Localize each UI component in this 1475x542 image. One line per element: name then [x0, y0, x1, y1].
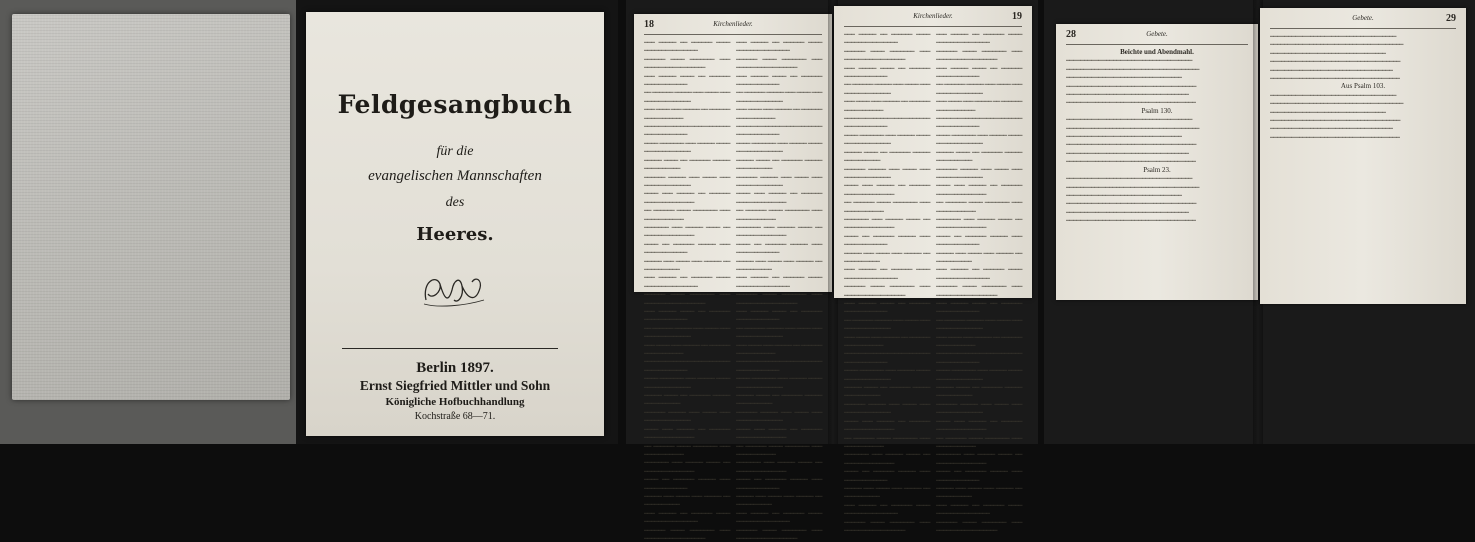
prayer-text: [1270, 32, 1456, 296]
body-text-c: ▬▬▬ ▬▬▬▬▬ ▬▬ ▬▬▬▬▬▬ ▬▬▬▬ ▬▬▬▬▬▬▬ ▬▬▬ ▬▬▬▬▬ ▬▬▬▬▬▬ ▬▬▬▬ ▬▬▬▬▬▬▬ ▬▬▬ ▬▬▬▬▬ ▬▬▬▬ ▬▬ ▬▬▬▬▬▬ ▬▬▬ ▬▬▬▬▬ ▬▬▬▬ ▬▬ ▬▬▬▬▬▬ ▬▬▬▬▬ ▬▬▬ ▬▬▬▬ ▬▬ ▬▬▬▬▬▬ ▬▬▬▬▬ ▬▬▬ ▬▬▬▬ ▬▬▬ ▬▬▬▬▬ ▬▬ ▬▬▬▬▬▬ ▬▬▬ ▬▬▬▬ ▬▬▬ ▬▬▬▬▬ ▬▬ ▬▬▬▬▬▬ ▬▬▬▬ ▬▬▬▬▬▬▬ ▬▬▬▬▬ ▬▬ ▬▬▬▬▬▬ ▬▬▬▬ ▬▬▬▬▬▬▬ ▬▬▬ ▬▬▬▬▬ ▬▬▬▬: [1066, 175, 1199, 223]
body-text-d: ▬▬▬ ▬▬▬▬▬ ▬▬ ▬▬▬▬▬▬ ▬▬▬▬ ▬▬▬▬▬▬▬ ▬▬▬ ▬▬▬▬▬ ▬▬▬▬▬▬ ▬▬▬▬ ▬▬▬▬▬▬▬ ▬▬▬ ▬▬▬▬▬ ▬▬▬▬ ▬▬ ▬▬▬▬▬▬ ▬▬▬ ▬▬▬▬▬ ▬▬▬▬ ▬▬ ▬▬▬▬▬▬ ▬▬▬▬▬ ▬▬▬ ▬▬▬▬ ▬▬ ▬▬▬▬▬▬ ▬▬▬▬▬ ▬▬▬ ▬▬▬▬ ▬▬▬ ▬▬▬▬▬ ▬▬ ▬▬▬▬▬▬ ▬▬▬ ▬▬▬▬ ▬▬▬ ▬▬▬▬▬ ▬▬ ▬▬▬▬▬▬ ▬▬▬▬ ▬▬▬▬▬▬▬ ▬▬▬▬▬ ▬▬ ▬▬▬▬▬▬ ▬▬▬▬ ▬▬▬▬▬▬▬ ▬▬▬ ▬▬▬▬▬ ▬▬▬▬: [1270, 33, 1403, 81]
running-head: Gebete.: [1146, 30, 1168, 38]
page-header: [844, 10, 1022, 27]
book-title: Feldgesangbuch: [337, 90, 573, 119]
page-number: 28: [1066, 29, 1076, 40]
cover-photo: [0, 0, 296, 444]
text-column-left: ▬▬▬ ▬▬▬▬▬ ▬▬ ▬▬▬▬▬▬ ▬▬▬▬ ▬▬▬▬▬▬▬ ▬▬▬ ▬▬▬▬▬ ▬▬▬▬▬▬ ▬▬▬▬ ▬▬▬▬▬▬▬ ▬▬▬ ▬▬▬▬▬ ▬▬▬▬ ▬▬ ▬▬▬▬▬▬ ▬▬▬ ▬▬▬▬▬ ▬▬▬▬ ▬▬ ▬▬▬▬▬▬ ▬▬▬▬▬ ▬▬▬ ▬▬▬▬ ▬▬ ▬▬▬▬▬▬ ▬▬▬▬▬ ▬▬▬ ▬▬▬▬ ▬▬▬ ▬▬▬▬▬ ▬▬ ▬▬▬▬▬▬ ▬▬▬ ▬▬▬▬ ▬▬▬ ▬▬▬▬▬ ▬▬ ▬▬▬▬▬▬ ▬▬▬▬ ▬▬▬▬▬▬▬ ▬▬▬▬▬ ▬▬ ▬▬▬▬▬▬ ▬▬▬▬ ▬▬▬▬▬▬▬ ▬▬▬ ▬▬▬▬▬ ▬▬▬▬ ▬▬▬▬ ▬▬▬▬▬▬▬ ▬▬▬ ▬▬▬▬▬ ▬▬▬▬ ▬▬ ▬▬▬▬▬▬ ▬▬▬▬▬ ▬▬▬▬▬ ▬▬▬▬ ▬▬ ▬▬▬▬▬▬ ▬▬▬▬▬ ▬▬▬ ▬▬▬▬ ▬▬▬ ▬▬▬▬▬▬ ▬▬▬▬▬ ▬▬▬ ▬▬▬▬ ▬▬▬ ▬▬▬▬▬ ▬▬ ▬▬▬▬▬▬ ▬▬▬▬ ▬▬▬ ▬▬▬▬▬ ▬▬ ▬▬▬▬▬▬ ▬▬▬▬ ▬▬▬▬▬▬▬ ▬▬▬ ▬▬ ▬▬▬▬▬▬ ▬▬▬▬ ▬▬▬▬▬▬▬ ▬▬▬ ▬▬▬▬▬ ▬▬▬▬ ▬▬ ▬▬▬▬▬▬▬ ▬▬▬ ▬▬▬▬▬ ▬▬▬▬ ▬▬ ▬▬▬▬▬▬ ▬▬▬▬▬ ▬▬▬ ▬▬▬▬ ▬▬ ▬▬▬▬▬▬ ▬▬▬▬▬ ▬▬▬ ▬▬▬▬ ▬▬▬ ▬▬▬▬▬ ▬▬▬▬▬ ▬▬▬ ▬▬▬▬ ▬▬▬ ▬▬▬▬▬ ▬▬ ▬▬▬▬▬▬ ▬▬▬▬ ▬▬▬ ▬▬▬▬▬ ▬▬ ▬▬▬▬▬▬ ▬▬▬▬ ▬▬▬▬▬▬▬ ▬▬▬ ▬▬▬▬▬ ▬▬▬▬▬▬ ▬▬▬▬ ▬▬▬▬▬▬▬ ▬▬▬ ▬▬▬▬▬ ▬▬▬▬ ▬▬ ▬▬▬▬▬▬ ▬▬▬ ▬▬▬▬▬ ▬▬▬▬ ▬▬ ▬▬▬▬▬▬ ▬▬▬▬▬ ▬▬▬ ▬▬▬▬ ▬▬ ▬▬▬▬▬▬ ▬▬▬▬▬ ▬▬▬ ▬▬▬▬ ▬▬▬ ▬▬▬▬▬ ▬▬ ▬▬▬▬▬▬ ▬▬▬ ▬▬▬▬ ▬▬▬ ▬▬▬▬▬ ▬▬ ▬▬▬▬▬▬ ▬▬▬▬ ▬▬▬▬▬▬▬ ▬▬▬▬▬ ▬▬ ▬▬▬▬▬▬ ▬▬▬▬ ▬▬▬▬▬▬▬ ▬▬▬ ▬▬▬▬▬ ▬▬▬▬ ▬▬▬▬ ▬▬▬▬▬▬▬ ▬▬▬ ▬▬▬▬▬ ▬▬▬▬ ▬▬ ▬▬▬▬▬▬ ▬▬▬▬▬ ▬▬▬▬▬ ▬▬▬▬ ▬▬ ▬▬▬▬▬▬ ▬▬▬▬▬ ▬▬▬ ▬▬▬▬ ▬▬▬ ▬▬▬▬▬▬ ▬▬▬▬▬ ▬▬▬ ▬▬▬▬ ▬▬▬ ▬▬▬▬▬ ▬▬ ▬▬▬▬▬▬ ▬▬▬▬ ▬▬▬ ▬▬▬▬▬ ▬▬ ▬▬▬▬▬▬ ▬▬▬▬ ▬▬▬▬▬▬▬ ▬▬▬ ▬▬ ▬▬▬▬▬▬ ▬▬▬▬ ▬▬▬▬▬▬▬ ▬▬▬ ▬▬▬▬▬ ▬▬▬▬ ▬▬ ▬▬▬▬▬▬▬ ▬▬▬ ▬▬▬▬▬ ▬▬▬▬ ▬▬ ▬▬▬▬▬▬ ▬▬▬▬▬ ▬▬▬ ▬▬▬▬ ▬▬ ▬▬▬▬▬▬ ▬▬▬▬▬ ▬▬▬ ▬▬▬▬ ▬▬▬ ▬▬▬▬▬ ▬▬▬▬▬ ▬▬▬ ▬▬▬▬ ▬▬▬ ▬▬▬▬▬ ▬▬ ▬▬▬▬▬▬ ▬▬▬▬ ▬▬▬ ▬▬▬▬▬ ▬▬ ▬▬▬▬▬▬ ▬▬▬▬ ▬▬▬▬▬▬▬ ▬▬▬ ▬▬▬▬▬ ▬▬▬▬▬▬ ▬▬▬▬ ▬▬▬▬▬▬▬ ▬▬▬ ▬▬▬▬▬ ▬▬▬▬ ▬▬ ▬▬▬▬▬▬: [644, 39, 730, 540]
imprint-house: Königliche Hofbuchhandlung: [385, 396, 525, 408]
imprint-address: Kochstraße 68—71.: [414, 411, 496, 422]
title-line-fuer-die: für die: [436, 144, 474, 159]
title-rule: [342, 348, 558, 349]
page-header: [644, 18, 822, 35]
body-text-e: ▬▬▬ ▬▬▬▬▬ ▬▬ ▬▬▬▬▬▬ ▬▬▬▬ ▬▬▬▬▬▬▬ ▬▬▬ ▬▬▬▬▬ ▬▬▬▬▬▬ ▬▬▬▬ ▬▬▬▬▬▬▬ ▬▬▬ ▬▬▬▬▬ ▬▬▬▬ ▬▬ ▬▬▬▬▬▬ ▬▬▬ ▬▬▬▬▬ ▬▬▬▬ ▬▬ ▬▬▬▬▬▬ ▬▬▬▬▬ ▬▬▬ ▬▬▬▬ ▬▬ ▬▬▬▬▬▬ ▬▬▬▬▬ ▬▬▬ ▬▬▬▬ ▬▬▬ ▬▬▬▬▬ ▬▬ ▬▬▬▬▬▬ ▬▬▬ ▬▬▬▬ ▬▬▬ ▬▬▬▬▬ ▬▬ ▬▬▬▬▬▬ ▬▬▬▬ ▬▬▬▬▬▬▬ ▬▬▬▬▬ ▬▬ ▬▬▬▬▬▬ ▬▬▬▬ ▬▬▬▬▬▬▬ ▬▬▬ ▬▬▬▬▬ ▬▬▬▬: [1270, 91, 1403, 139]
monogram-logo: [418, 270, 488, 310]
page-header: [1066, 28, 1248, 45]
prayer-text: [1066, 48, 1248, 292]
page-19: [834, 6, 1032, 532]
psalm-130-heading: Psalm 130.: [1141, 106, 1173, 115]
imprint-publisher: Ernst Siegfried Mittler und Sohn: [359, 378, 551, 393]
body-text-a: ▬▬▬ ▬▬▬▬▬ ▬▬ ▬▬▬▬▬▬ ▬▬▬▬ ▬▬▬▬▬▬▬ ▬▬▬ ▬▬▬▬▬ ▬▬▬▬▬▬ ▬▬▬▬ ▬▬▬▬▬▬▬ ▬▬▬ ▬▬▬▬▬ ▬▬▬▬ ▬▬ ▬▬▬▬▬▬ ▬▬▬ ▬▬▬▬▬ ▬▬▬▬ ▬▬ ▬▬▬▬▬▬ ▬▬▬▬▬ ▬▬▬ ▬▬▬▬ ▬▬ ▬▬▬▬▬▬ ▬▬▬▬▬ ▬▬▬ ▬▬▬▬ ▬▬▬ ▬▬▬▬▬ ▬▬ ▬▬▬▬▬▬ ▬▬▬ ▬▬▬▬ ▬▬▬ ▬▬▬▬▬ ▬▬ ▬▬▬▬▬▬ ▬▬▬▬ ▬▬▬▬▬▬▬ ▬▬▬▬▬ ▬▬ ▬▬▬▬▬▬ ▬▬▬▬ ▬▬▬▬▬▬▬ ▬▬▬ ▬▬▬▬▬ ▬▬▬▬: [1066, 57, 1199, 105]
body-text-b: ▬▬▬ ▬▬▬▬▬ ▬▬ ▬▬▬▬▬▬ ▬▬▬▬ ▬▬▬▬▬▬▬ ▬▬▬ ▬▬▬▬▬ ▬▬▬▬▬▬ ▬▬▬▬ ▬▬▬▬▬▬▬ ▬▬▬ ▬▬▬▬▬ ▬▬▬▬ ▬▬ ▬▬▬▬▬▬ ▬▬▬ ▬▬▬▬▬ ▬▬▬▬ ▬▬ ▬▬▬▬▬▬ ▬▬▬▬▬ ▬▬▬ ▬▬▬▬ ▬▬ ▬▬▬▬▬▬ ▬▬▬▬▬ ▬▬▬ ▬▬▬▬ ▬▬▬ ▬▬▬▬▬ ▬▬ ▬▬▬▬▬▬ ▬▬▬ ▬▬▬▬ ▬▬▬ ▬▬▬▬▬ ▬▬ ▬▬▬▬▬▬ ▬▬▬▬ ▬▬▬▬▬▬▬ ▬▬▬▬▬ ▬▬ ▬▬▬▬▬▬ ▬▬▬▬ ▬▬▬▬▬▬▬ ▬▬▬ ▬▬▬▬▬ ▬▬▬▬: [1066, 116, 1199, 164]
text-column-right: ▬▬▬ ▬▬▬▬▬ ▬▬ ▬▬▬▬▬▬ ▬▬▬▬ ▬▬▬▬▬▬▬ ▬▬▬ ▬▬▬▬▬ ▬▬▬▬▬▬ ▬▬▬▬ ▬▬▬▬▬▬▬ ▬▬▬ ▬▬▬▬▬ ▬▬▬▬ ▬▬ ▬▬▬▬▬▬ ▬▬▬ ▬▬▬▬▬ ▬▬▬▬ ▬▬ ▬▬▬▬▬▬ ▬▬▬▬▬ ▬▬▬ ▬▬▬▬ ▬▬ ▬▬▬▬▬▬ ▬▬▬▬▬ ▬▬▬ ▬▬▬▬ ▬▬▬ ▬▬▬▬▬ ▬▬ ▬▬▬▬▬▬ ▬▬▬ ▬▬▬▬ ▬▬▬ ▬▬▬▬▬ ▬▬ ▬▬▬▬▬▬ ▬▬▬▬ ▬▬▬▬▬▬▬ ▬▬▬▬▬ ▬▬ ▬▬▬▬▬▬ ▬▬▬▬ ▬▬▬▬▬▬▬ ▬▬▬ ▬▬▬▬▬ ▬▬▬▬ ▬▬▬▬ ▬▬▬▬▬▬▬ ▬▬▬ ▬▬▬▬▬ ▬▬▬▬ ▬▬ ▬▬▬▬▬▬ ▬▬▬▬▬ ▬▬▬▬▬ ▬▬▬▬ ▬▬ ▬▬▬▬▬▬ ▬▬▬▬▬ ▬▬▬ ▬▬▬▬ ▬▬▬ ▬▬▬▬▬▬ ▬▬▬▬▬ ▬▬▬ ▬▬▬▬ ▬▬▬ ▬▬▬▬▬ ▬▬ ▬▬▬▬▬▬ ▬▬▬▬ ▬▬▬ ▬▬▬▬▬ ▬▬ ▬▬▬▬▬▬ ▬▬▬▬ ▬▬▬▬▬▬▬ ▬▬▬ ▬▬ ▬▬▬▬▬▬ ▬▬▬▬ ▬▬▬▬▬▬▬ ▬▬▬ ▬▬▬▬▬ ▬▬▬▬ ▬▬ ▬▬▬▬▬▬▬ ▬▬▬ ▬▬▬▬▬ ▬▬▬▬ ▬▬ ▬▬▬▬▬▬ ▬▬▬▬▬ ▬▬▬ ▬▬▬▬ ▬▬ ▬▬▬▬▬▬ ▬▬▬▬▬ ▬▬▬ ▬▬▬▬ ▬▬▬ ▬▬▬▬▬ ▬▬▬▬▬ ▬▬▬ ▬▬▬▬ ▬▬▬ ▬▬▬▬▬ ▬▬ ▬▬▬▬▬▬ ▬▬▬▬ ▬▬▬ ▬▬▬▬▬ ▬▬ ▬▬▬▬▬▬ ▬▬▬▬ ▬▬▬▬▬▬▬ ▬▬▬ ▬▬▬▬▬ ▬▬▬▬▬▬ ▬▬▬▬ ▬▬▬▬▬▬▬ ▬▬▬ ▬▬▬▬▬ ▬▬▬▬ ▬▬ ▬▬▬▬▬▬ ▬▬▬ ▬▬▬▬▬ ▬▬▬▬ ▬▬ ▬▬▬▬▬▬ ▬▬▬▬▬ ▬▬▬ ▬▬▬▬ ▬▬ ▬▬▬▬▬▬ ▬▬▬▬▬ ▬▬▬ ▬▬▬▬ ▬▬▬ ▬▬▬▬▬ ▬▬ ▬▬▬▬▬▬ ▬▬▬ ▬▬▬▬ ▬▬▬ ▬▬▬▬▬ ▬▬ ▬▬▬▬▬▬ ▬▬▬▬ ▬▬▬▬▬▬▬ ▬▬▬▬▬ ▬▬ ▬▬▬▬▬▬ ▬▬▬▬ ▬▬▬▬▬▬▬ ▬▬▬ ▬▬▬▬▬ ▬▬▬▬ ▬▬▬▬ ▬▬▬▬▬▬▬ ▬▬▬ ▬▬▬▬▬ ▬▬▬▬ ▬▬ ▬▬▬▬▬▬ ▬▬▬▬▬ ▬▬▬▬▬ ▬▬▬▬ ▬▬ ▬▬▬▬▬▬ ▬▬▬▬▬ ▬▬▬ ▬▬▬▬ ▬▬▬ ▬▬▬▬▬▬ ▬▬▬▬▬ ▬▬▬ ▬▬▬▬ ▬▬▬ ▬▬▬▬▬ ▬▬ ▬▬▬▬▬▬ ▬▬▬▬ ▬▬▬ ▬▬▬▬▬ ▬▬ ▬▬▬▬▬▬ ▬▬▬▬ ▬▬▬▬▬▬▬ ▬▬▬ ▬▬ ▬▬▬▬▬▬ ▬▬▬▬ ▬▬▬▬▬▬▬ ▬▬▬ ▬▬▬▬▬ ▬▬▬▬ ▬▬ ▬▬▬▬▬▬▬ ▬▬▬ ▬▬▬▬▬ ▬▬▬▬ ▬▬ ▬▬▬▬▬▬ ▬▬▬▬▬ ▬▬▬ ▬▬▬▬ ▬▬ ▬▬▬▬▬▬ ▬▬▬▬▬ ▬▬▬ ▬▬▬▬ ▬▬▬ ▬▬▬▬▬ ▬▬▬▬▬ ▬▬▬ ▬▬▬▬ ▬▬▬ ▬▬▬▬▬ ▬▬ ▬▬▬▬▬▬ ▬▬▬▬ ▬▬▬ ▬▬▬▬▬ ▬▬ ▬▬▬▬▬▬ ▬▬▬▬ ▬▬▬▬▬▬▬ ▬▬▬ ▬▬▬▬▬ ▬▬▬▬▬▬ ▬▬▬▬ ▬▬▬▬▬▬▬ ▬▬▬ ▬▬▬▬▬ ▬▬▬▬ ▬▬ ▬▬▬▬▬▬: [936, 31, 1022, 532]
text-columns: [644, 38, 822, 540]
psalm-103-heading: Aus Psalm 103.: [1340, 82, 1386, 91]
section-heading: Beichte und Abendmahl.: [1120, 48, 1194, 56]
text-column: [1270, 32, 1456, 296]
running-head: Gebete.: [1352, 14, 1374, 22]
linen-cover: [12, 14, 290, 400]
page-29: [1260, 8, 1466, 304]
title-line-heeres: Heeres.: [416, 224, 494, 245]
title-line-mannschaften: evangelischen Mannschaften: [368, 168, 542, 184]
running-head: Kirchenlieder.: [913, 12, 953, 20]
text-columns: [844, 30, 1022, 532]
text-column-right: ▬▬▬ ▬▬▬▬▬ ▬▬ ▬▬▬▬▬▬ ▬▬▬▬ ▬▬▬▬▬▬▬ ▬▬▬ ▬▬▬▬▬ ▬▬▬▬▬▬ ▬▬▬▬ ▬▬▬▬▬▬▬ ▬▬▬ ▬▬▬▬▬ ▬▬▬▬ ▬▬ ▬▬▬▬▬▬ ▬▬▬ ▬▬▬▬▬ ▬▬▬▬ ▬▬ ▬▬▬▬▬▬ ▬▬▬▬▬ ▬▬▬ ▬▬▬▬ ▬▬ ▬▬▬▬▬▬ ▬▬▬▬▬ ▬▬▬ ▬▬▬▬ ▬▬▬ ▬▬▬▬▬ ▬▬ ▬▬▬▬▬▬ ▬▬▬ ▬▬▬▬ ▬▬▬ ▬▬▬▬▬ ▬▬ ▬▬▬▬▬▬ ▬▬▬▬ ▬▬▬▬▬▬▬ ▬▬▬▬▬ ▬▬ ▬▬▬▬▬▬ ▬▬▬▬ ▬▬▬▬▬▬▬ ▬▬▬ ▬▬▬▬▬ ▬▬▬▬ ▬▬▬▬ ▬▬▬▬▬▬▬ ▬▬▬ ▬▬▬▬▬ ▬▬▬▬ ▬▬ ▬▬▬▬▬▬ ▬▬▬▬▬ ▬▬▬▬▬ ▬▬▬▬ ▬▬ ▬▬▬▬▬▬ ▬▬▬▬▬ ▬▬▬ ▬▬▬▬ ▬▬▬ ▬▬▬▬▬▬ ▬▬▬▬▬ ▬▬▬ ▬▬▬▬ ▬▬▬ ▬▬▬▬▬ ▬▬ ▬▬▬▬▬▬ ▬▬▬▬ ▬▬▬ ▬▬▬▬▬ ▬▬ ▬▬▬▬▬▬ ▬▬▬▬ ▬▬▬▬▬▬▬ ▬▬▬ ▬▬ ▬▬▬▬▬▬ ▬▬▬▬ ▬▬▬▬▬▬▬ ▬▬▬ ▬▬▬▬▬ ▬▬▬▬ ▬▬ ▬▬▬▬▬▬▬ ▬▬▬ ▬▬▬▬▬ ▬▬▬▬ ▬▬ ▬▬▬▬▬▬ ▬▬▬▬▬ ▬▬▬ ▬▬▬▬ ▬▬ ▬▬▬▬▬▬ ▬▬▬▬▬ ▬▬▬ ▬▬▬▬ ▬▬▬ ▬▬▬▬▬ ▬▬▬▬▬ ▬▬▬ ▬▬▬▬ ▬▬▬ ▬▬▬▬▬ ▬▬ ▬▬▬▬▬▬ ▬▬▬▬ ▬▬▬ ▬▬▬▬▬ ▬▬ ▬▬▬▬▬▬ ▬▬▬▬ ▬▬▬▬▬▬▬ ▬▬▬ ▬▬▬▬▬ ▬▬▬▬▬▬ ▬▬▬▬ ▬▬▬▬▬▬▬ ▬▬▬ ▬▬▬▬▬ ▬▬▬▬ ▬▬ ▬▬▬▬▬▬ ▬▬▬ ▬▬▬▬▬ ▬▬▬▬ ▬▬ ▬▬▬▬▬▬ ▬▬▬▬▬ ▬▬▬ ▬▬▬▬ ▬▬ ▬▬▬▬▬▬ ▬▬▬▬▬ ▬▬▬ ▬▬▬▬ ▬▬▬ ▬▬▬▬▬ ▬▬ ▬▬▬▬▬▬ ▬▬▬ ▬▬▬▬ ▬▬▬ ▬▬▬▬▬ ▬▬ ▬▬▬▬▬▬ ▬▬▬▬ ▬▬▬▬▬▬▬ ▬▬▬▬▬ ▬▬ ▬▬▬▬▬▬ ▬▬▬▬ ▬▬▬▬▬▬▬ ▬▬▬ ▬▬▬▬▬ ▬▬▬▬ ▬▬▬▬ ▬▬▬▬▬▬▬ ▬▬▬ ▬▬▬▬▬ ▬▬▬▬ ▬▬ ▬▬▬▬▬▬ ▬▬▬▬▬ ▬▬▬▬▬ ▬▬▬▬ ▬▬ ▬▬▬▬▬▬ ▬▬▬▬▬ ▬▬▬ ▬▬▬▬ ▬▬▬ ▬▬▬▬▬▬ ▬▬▬▬▬ ▬▬▬ ▬▬▬▬ ▬▬▬ ▬▬▬▬▬ ▬▬ ▬▬▬▬▬▬ ▬▬▬▬ ▬▬▬ ▬▬▬▬▬ ▬▬ ▬▬▬▬▬▬ ▬▬▬▬ ▬▬▬▬▬▬▬ ▬▬▬ ▬▬ ▬▬▬▬▬▬ ▬▬▬▬ ▬▬▬▬▬▬▬ ▬▬▬ ▬▬▬▬▬ ▬▬▬▬ ▬▬ ▬▬▬▬▬▬▬ ▬▬▬ ▬▬▬▬▬ ▬▬▬▬ ▬▬ ▬▬▬▬▬▬ ▬▬▬▬▬ ▬▬▬ ▬▬▬▬ ▬▬ ▬▬▬▬▬▬ ▬▬▬▬▬ ▬▬▬ ▬▬▬▬ ▬▬▬ ▬▬▬▬▬ ▬▬▬▬▬ ▬▬▬ ▬▬▬▬ ▬▬▬ ▬▬▬▬▬ ▬▬ ▬▬▬▬▬▬ ▬▬▬▬ ▬▬▬ ▬▬▬▬▬ ▬▬ ▬▬▬▬▬▬ ▬▬▬▬ ▬▬▬▬▬▬▬ ▬▬▬ ▬▬▬▬▬ ▬▬▬▬▬▬ ▬▬▬▬ ▬▬▬▬▬▬▬ ▬▬▬ ▬▬▬▬▬ ▬▬▬▬ ▬▬ ▬▬▬▬▬▬: [736, 39, 822, 540]
title-page: [306, 12, 604, 436]
title-line-des: des: [445, 195, 465, 210]
imprint-city-year: Berlin 1897.: [416, 360, 494, 376]
page-18: [634, 14, 832, 540]
text-column-left: ▬▬▬ ▬▬▬▬▬ ▬▬ ▬▬▬▬▬▬ ▬▬▬▬ ▬▬▬▬▬▬▬ ▬▬▬ ▬▬▬▬▬ ▬▬▬▬▬▬ ▬▬▬▬ ▬▬▬▬▬▬▬ ▬▬▬ ▬▬▬▬▬ ▬▬▬▬ ▬▬ ▬▬▬▬▬▬ ▬▬▬ ▬▬▬▬▬ ▬▬▬▬ ▬▬ ▬▬▬▬▬▬ ▬▬▬▬▬ ▬▬▬ ▬▬▬▬ ▬▬ ▬▬▬▬▬▬ ▬▬▬▬▬ ▬▬▬ ▬▬▬▬ ▬▬▬ ▬▬▬▬▬ ▬▬ ▬▬▬▬▬▬ ▬▬▬ ▬▬▬▬ ▬▬▬ ▬▬▬▬▬ ▬▬ ▬▬▬▬▬▬ ▬▬▬▬ ▬▬▬▬▬▬▬ ▬▬▬▬▬ ▬▬ ▬▬▬▬▬▬ ▬▬▬▬ ▬▬▬▬▬▬▬ ▬▬▬ ▬▬▬▬▬ ▬▬▬▬ ▬▬▬▬ ▬▬▬▬▬▬▬ ▬▬▬ ▬▬▬▬▬ ▬▬▬▬ ▬▬ ▬▬▬▬▬▬ ▬▬▬▬▬ ▬▬▬▬▬ ▬▬▬▬ ▬▬ ▬▬▬▬▬▬ ▬▬▬▬▬ ▬▬▬ ▬▬▬▬ ▬▬▬ ▬▬▬▬▬▬ ▬▬▬▬▬ ▬▬▬ ▬▬▬▬ ▬▬▬ ▬▬▬▬▬ ▬▬ ▬▬▬▬▬▬ ▬▬▬▬ ▬▬▬ ▬▬▬▬▬ ▬▬ ▬▬▬▬▬▬ ▬▬▬▬ ▬▬▬▬▬▬▬ ▬▬▬ ▬▬ ▬▬▬▬▬▬ ▬▬▬▬ ▬▬▬▬▬▬▬ ▬▬▬ ▬▬▬▬▬ ▬▬▬▬ ▬▬ ▬▬▬▬▬▬▬ ▬▬▬ ▬▬▬▬▬ ▬▬▬▬ ▬▬ ▬▬▬▬▬▬ ▬▬▬▬▬ ▬▬▬ ▬▬▬▬ ▬▬ ▬▬▬▬▬▬ ▬▬▬▬▬ ▬▬▬ ▬▬▬▬ ▬▬▬ ▬▬▬▬▬ ▬▬▬▬▬ ▬▬▬ ▬▬▬▬ ▬▬▬ ▬▬▬▬▬ ▬▬ ▬▬▬▬▬▬ ▬▬▬▬ ▬▬▬ ▬▬▬▬▬ ▬▬ ▬▬▬▬▬▬ ▬▬▬▬ ▬▬▬▬▬▬▬ ▬▬▬ ▬▬▬▬▬ ▬▬▬▬▬▬ ▬▬▬▬ ▬▬▬▬▬▬▬ ▬▬▬ ▬▬▬▬▬ ▬▬▬▬ ▬▬ ▬▬▬▬▬▬ ▬▬▬ ▬▬▬▬▬ ▬▬▬▬ ▬▬ ▬▬▬▬▬▬ ▬▬▬▬▬ ▬▬▬ ▬▬▬▬ ▬▬ ▬▬▬▬▬▬ ▬▬▬▬▬ ▬▬▬ ▬▬▬▬ ▬▬▬ ▬▬▬▬▬ ▬▬ ▬▬▬▬▬▬ ▬▬▬ ▬▬▬▬ ▬▬▬ ▬▬▬▬▬ ▬▬ ▬▬▬▬▬▬ ▬▬▬▬ ▬▬▬▬▬▬▬ ▬▬▬▬▬ ▬▬ ▬▬▬▬▬▬ ▬▬▬▬ ▬▬▬▬▬▬▬ ▬▬▬ ▬▬▬▬▬ ▬▬▬▬ ▬▬▬▬ ▬▬▬▬▬▬▬ ▬▬▬ ▬▬▬▬▬ ▬▬▬▬ ▬▬ ▬▬▬▬▬▬ ▬▬▬▬▬ ▬▬▬▬▬ ▬▬▬▬ ▬▬ ▬▬▬▬▬▬ ▬▬▬▬▬ ▬▬▬ ▬▬▬▬ ▬▬▬ ▬▬▬▬▬▬ ▬▬▬▬▬ ▬▬▬ ▬▬▬▬ ▬▬▬ ▬▬▬▬▬ ▬▬ ▬▬▬▬▬▬ ▬▬▬▬ ▬▬▬ ▬▬▬▬▬ ▬▬ ▬▬▬▬▬▬ ▬▬▬▬ ▬▬▬▬▬▬▬ ▬▬▬ ▬▬ ▬▬▬▬▬▬ ▬▬▬▬ ▬▬▬▬▬▬▬ ▬▬▬ ▬▬▬▬▬ ▬▬▬▬ ▬▬ ▬▬▬▬▬▬▬ ▬▬▬ ▬▬▬▬▬ ▬▬▬▬ ▬▬ ▬▬▬▬▬▬ ▬▬▬▬▬ ▬▬▬ ▬▬▬▬ ▬▬ ▬▬▬▬▬▬ ▬▬▬▬▬ ▬▬▬ ▬▬▬▬ ▬▬▬ ▬▬▬▬▬ ▬▬▬▬▬ ▬▬▬ ▬▬▬▬ ▬▬▬ ▬▬▬▬▬ ▬▬ ▬▬▬▬▬▬ ▬▬▬▬ ▬▬▬ ▬▬▬▬▬ ▬▬ ▬▬▬▬▬▬ ▬▬▬▬ ▬▬▬▬▬▬▬ ▬▬▬ ▬▬▬▬▬ ▬▬▬▬▬▬ ▬▬▬▬ ▬▬▬▬▬▬▬ ▬▬▬ ▬▬▬▬▬ ▬▬▬▬ ▬▬ ▬▬▬▬▬▬: [844, 31, 930, 532]
spread-hymns-photo: [626, 0, 1038, 540]
page-number: 18: [644, 19, 654, 30]
page-number: 29: [1446, 13, 1456, 24]
running-head: Kirchenlieder.: [713, 20, 753, 28]
text-column: [1066, 48, 1248, 292]
page-header: [1270, 12, 1456, 29]
spread-prayers-photo: [1044, 0, 1475, 444]
title-page-photo: [296, 0, 618, 444]
psalm-23-heading: Psalm 23.: [1143, 165, 1171, 174]
page-28: [1056, 24, 1258, 300]
page-number: 19: [1012, 11, 1022, 22]
